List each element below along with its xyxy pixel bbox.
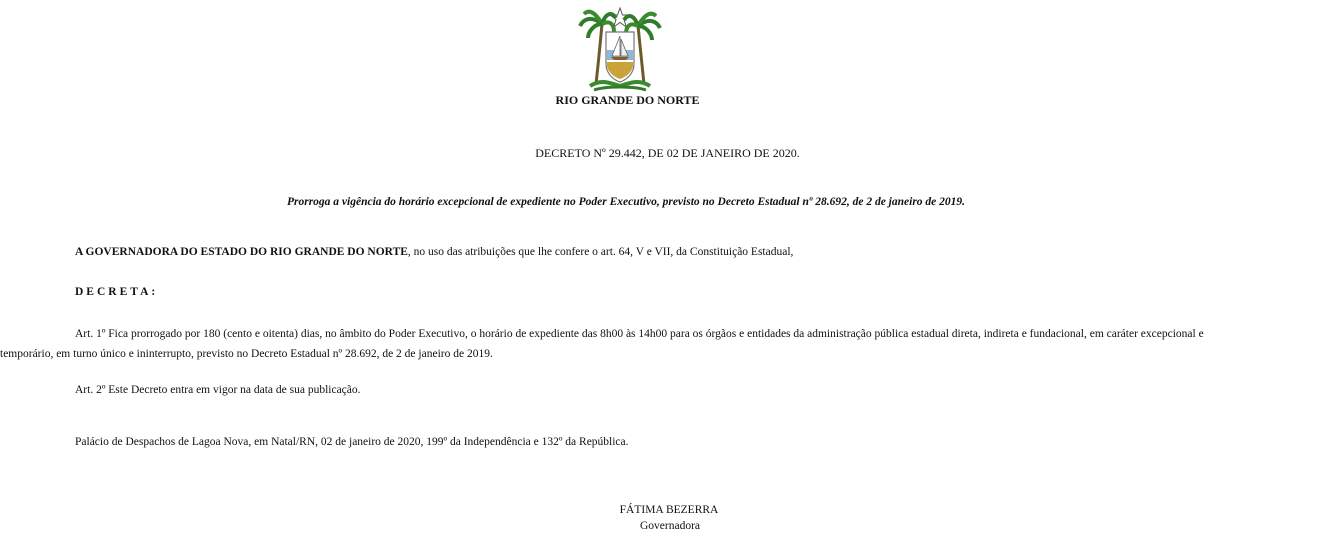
preamble-authority: A GOVERNADORA DO ESTADO DO RIO GRANDE DO NORTE [75, 246, 408, 258]
state-name-heading: RIO GRANDE DO NORTE [555, 93, 700, 107]
article-2: Art. 2º Este Decreto entra em vigor na data de sua publicação. [75, 384, 361, 396]
signature-role: Governadora [639, 520, 701, 532]
decree-title: DECRETO Nº 29.442, DE 02 DE JANEIRO DE 2020. [535, 146, 800, 160]
article-1-line-2: temporário, em turno único e ininterrupto, previsto no Decreto Estadual nº 28.692, de 2 de janeiro de 2019. [0, 348, 493, 360]
decreta-heading: DECRETA: [75, 286, 159, 298]
preamble-text: , no uso das atribuições que lhe confere o art. 64, V e VII, da Constituição Estadual, [407, 246, 794, 258]
coat-of-arms-icon [576, 6, 664, 92]
article-1-line-1: Art. 1º Fica prorrogado por 180 (cento e oitenta) dias, no âmbito do Poder Executivo, o horário de expediente das 8h00 às 14h00 para os órgãos e entidades da administração pública estadual direta, indireta e fundacional, em caráter excepcional e [75, 328, 1204, 340]
signature-name: FÁTIMA BEZERRA [619, 504, 719, 516]
preamble-paragraph [75, 246, 793, 258]
decree-ementa: Prorroga a vigência do horário excepcional de expediente no Poder Executivo, previsto no Decreto Estadual nº 28.692, de 2 de janeiro de 2019. [286, 196, 966, 208]
closing-paragraph: Palácio de Despachos de Lagoa Nova, em Natal/RN, 02 de janeiro de 2020, 199º da Independência e 132º da República. [75, 436, 629, 448]
